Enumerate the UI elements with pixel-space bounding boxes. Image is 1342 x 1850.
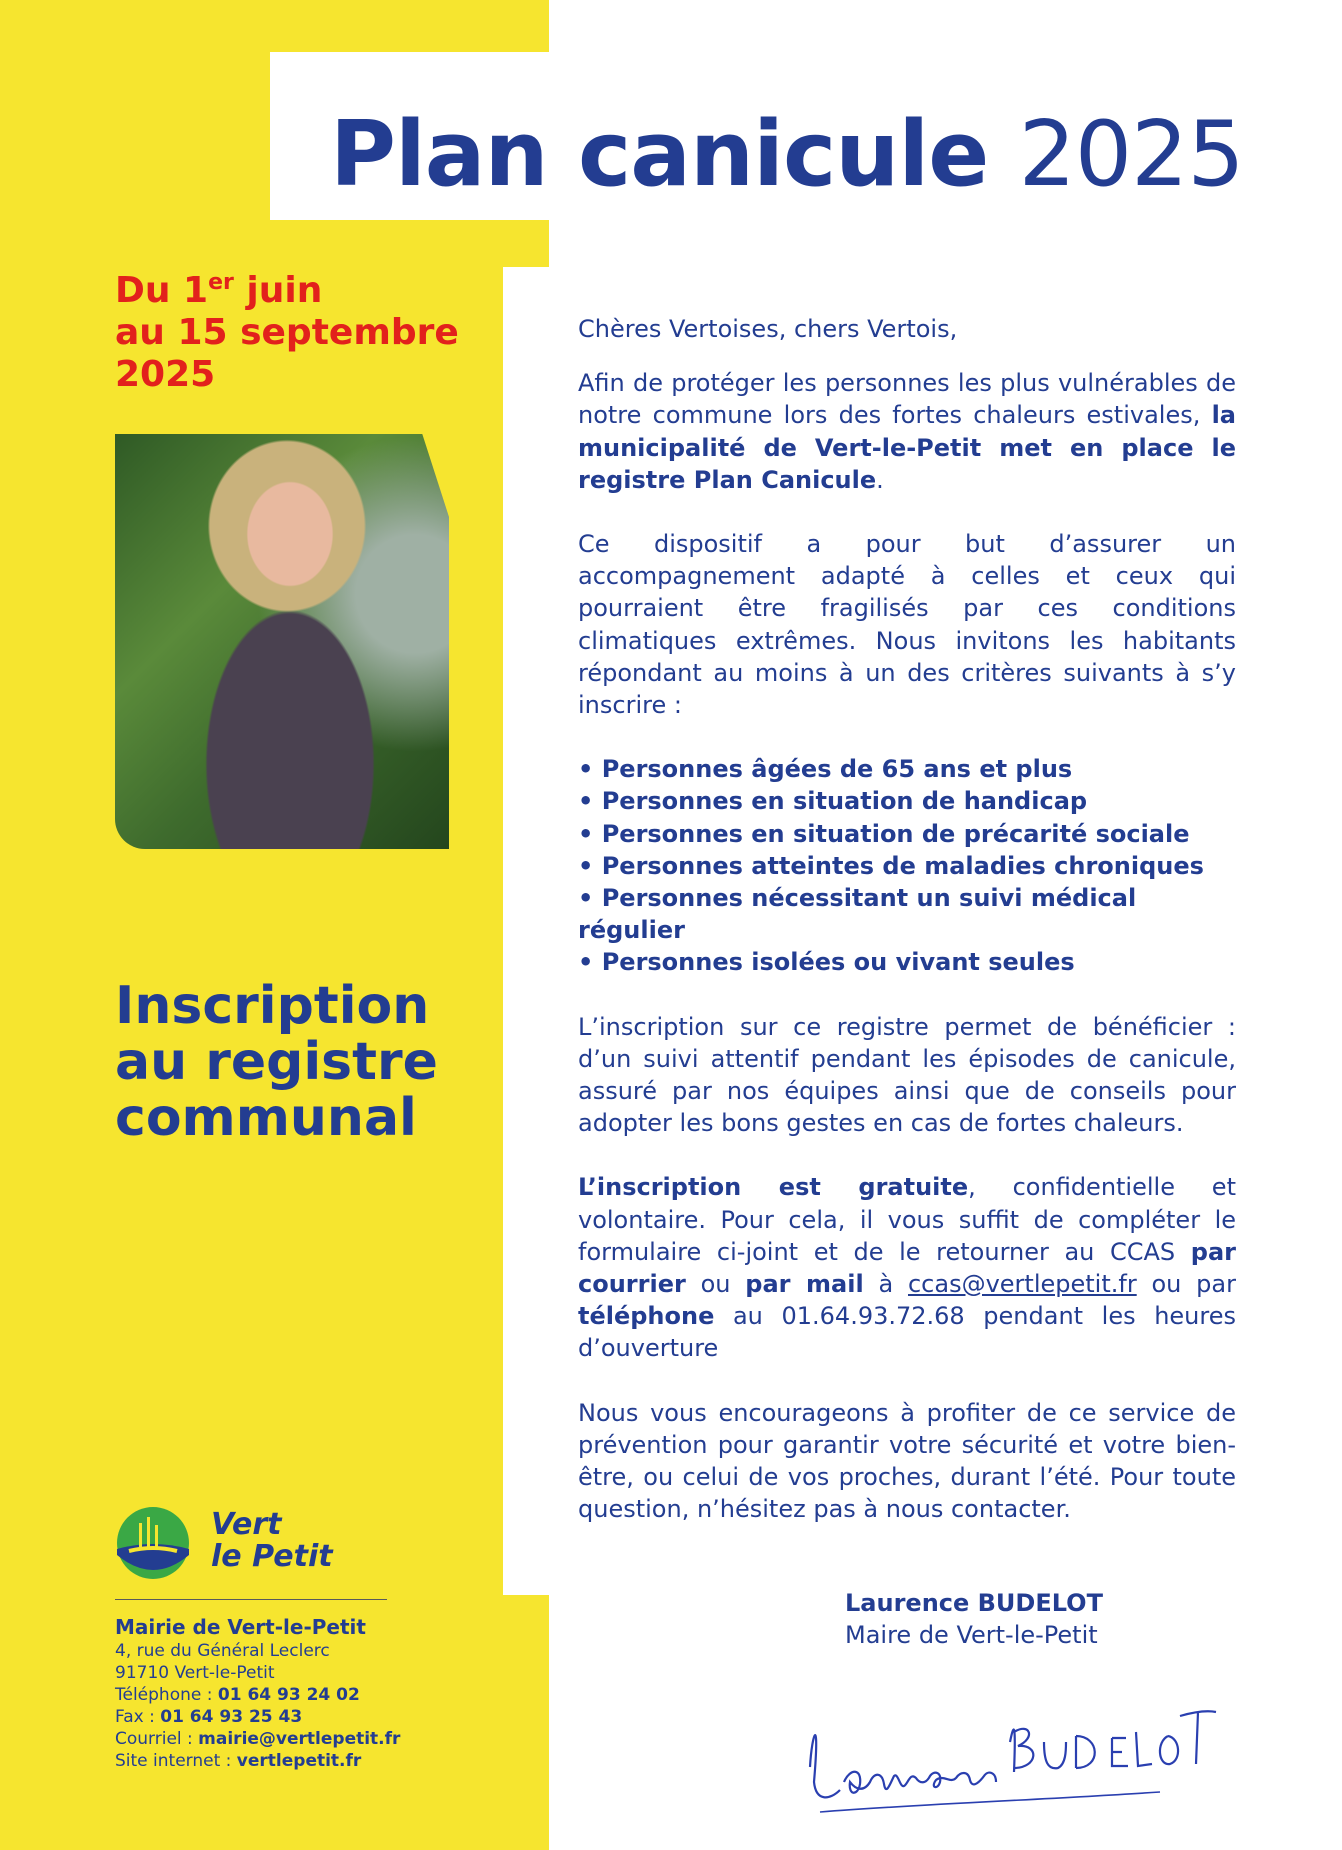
email-label: Courriel : bbox=[115, 1729, 199, 1749]
date-line-3: 2025 bbox=[115, 354, 216, 395]
letter-paragraph-5: Nous vous encourageons à profiter de ce service de prévention pour garantir votre sécurité et votre bien-être, ou celui de vos proches, durant l’été. Pour toute question, n’hésitez pas à nous contacter. bbox=[578, 1398, 1236, 1524]
date-start-ordinal: er bbox=[208, 270, 234, 295]
criteria-item: • Personnes atteintes de maladies chroniques bbox=[578, 851, 1204, 880]
signatory-name: Laurence BUDELOT bbox=[845, 1589, 1103, 1617]
inscription-heading bbox=[115, 978, 545, 1146]
letter-paragraph-4 bbox=[578, 1171, 1236, 1364]
website-label: Site internet : bbox=[115, 1751, 237, 1771]
date-range bbox=[115, 270, 515, 396]
logo-line-1: Vert bbox=[211, 1507, 282, 1542]
mayor-photo bbox=[115, 434, 449, 849]
town-logo bbox=[115, 1505, 345, 1585]
letter-body bbox=[578, 313, 1236, 1526]
email-link[interactable]: mairie@vertlepetit.fr bbox=[198, 1729, 401, 1749]
address-line-1: 4, rue du Général Leclerc bbox=[115, 1641, 330, 1661]
letter-paragraph-3: L’inscription sur ce registre permet de bénéficier : d’un suivi attentif pendant les épisodes de canicule, assuré par nos équipes ainsi que de conseils pour adopter les bons gestes en cas de fortes chaleurs. bbox=[578, 1012, 1236, 1138]
criteria-item: • Personnes isolées ou vivant seules bbox=[578, 948, 1075, 977]
p4-bold-phone: téléphone bbox=[578, 1302, 715, 1331]
logo-line-2: le Petit bbox=[211, 1539, 333, 1574]
date-line-2: au 15 septembre bbox=[115, 312, 459, 353]
p4-text-3: à bbox=[863, 1270, 908, 1299]
phone-label: Téléphone : bbox=[115, 1685, 218, 1705]
p1-end: . bbox=[876, 465, 884, 494]
letter-greeting: Chères Vertoises, chers Vertois, bbox=[578, 315, 958, 343]
town-logo-text bbox=[211, 1509, 333, 1573]
inscription-line: Inscription bbox=[115, 976, 430, 1036]
date-line-1 bbox=[115, 270, 515, 312]
p4-bold-free: L’inscription est gratuite bbox=[578, 1173, 969, 1202]
handwritten-signature bbox=[800, 1672, 1220, 1822]
fax-line bbox=[115, 1706, 535, 1728]
inscription-line: au registre bbox=[115, 1032, 438, 1092]
signatory-role: Maire de Vert-le-Petit bbox=[845, 1621, 1098, 1649]
town-logo-icon bbox=[115, 1505, 191, 1581]
phone-line bbox=[115, 1684, 535, 1706]
phone-number[interactable]: 01 64 93 24 02 bbox=[217, 1685, 360, 1705]
p4-bold-email: par mail bbox=[745, 1270, 864, 1299]
inscription-line: communal bbox=[115, 1088, 417, 1148]
fax-label: Fax : bbox=[115, 1707, 161, 1727]
p4-text-2: ou bbox=[685, 1270, 746, 1299]
date-start-month: juin bbox=[233, 270, 323, 311]
letter-paragraph-2: Ce dispositif a pour but d’assurer un accompagnement adapté à celles et ceux qui pourraient être fragilisés par ces conditions climatiques extrêmes. Nous invitons les habitants répondant au moins à un des critères suivants à s’y inscrire : bbox=[578, 530, 1236, 720]
p4-text-1: , confidentielle et volontaire. Pour cela, il vous suffit de compléter le formulaire ci-joint et de le retourner au CCAS bbox=[578, 1173, 1236, 1266]
title-year: 2025 bbox=[1018, 102, 1244, 207]
criteria-list bbox=[578, 753, 1236, 978]
contact-divider bbox=[115, 1599, 387, 1600]
p4-bold-mail: par courrier bbox=[578, 1237, 1236, 1299]
p4-text-4: ou par bbox=[1136, 1270, 1236, 1299]
town-hall-contact bbox=[115, 1614, 535, 1772]
fax-number: 01 64 93 25 43 bbox=[160, 1707, 303, 1727]
p1-text: Afin de protéger les personnes les plus vulnérables de notre commune lors des fortes chaleurs estivales, bbox=[578, 369, 1236, 430]
website-link[interactable]: vertlepetit.fr bbox=[236, 1751, 362, 1771]
criteria-item: • Personnes en situation de handicap bbox=[578, 787, 1088, 816]
title-main: Plan canicule bbox=[330, 102, 989, 207]
town-hall-name: Mairie de Vert-le-Petit bbox=[115, 1615, 366, 1639]
criteria-item: • Personnes en situation de précarité sociale bbox=[578, 819, 1190, 848]
ccas-email-link[interactable]: ccas@vertlepetit.fr bbox=[907, 1270, 1137, 1299]
email-line bbox=[115, 1728, 535, 1750]
page-title bbox=[330, 100, 1244, 210]
p1-bold: la municipalité de Vert-le-Petit met en place le registre Plan Canicule bbox=[578, 401, 1236, 494]
criteria-item: • Personnes nécessitant un suivi médical régulier bbox=[578, 884, 1137, 945]
letter-paragraph-1 bbox=[578, 367, 1236, 496]
date-start-prefix: Du 1 bbox=[115, 270, 209, 311]
website-line bbox=[115, 1750, 535, 1772]
signature-block bbox=[845, 1587, 1103, 1651]
address-line-2: 91710 Vert-le-Petit bbox=[115, 1663, 275, 1683]
criteria-item: • Personnes âgées de 65 ans et plus bbox=[578, 755, 1073, 784]
p4-text-5: au 01.64.93.72.68 pendant les heures d’ouverture bbox=[578, 1302, 1236, 1363]
